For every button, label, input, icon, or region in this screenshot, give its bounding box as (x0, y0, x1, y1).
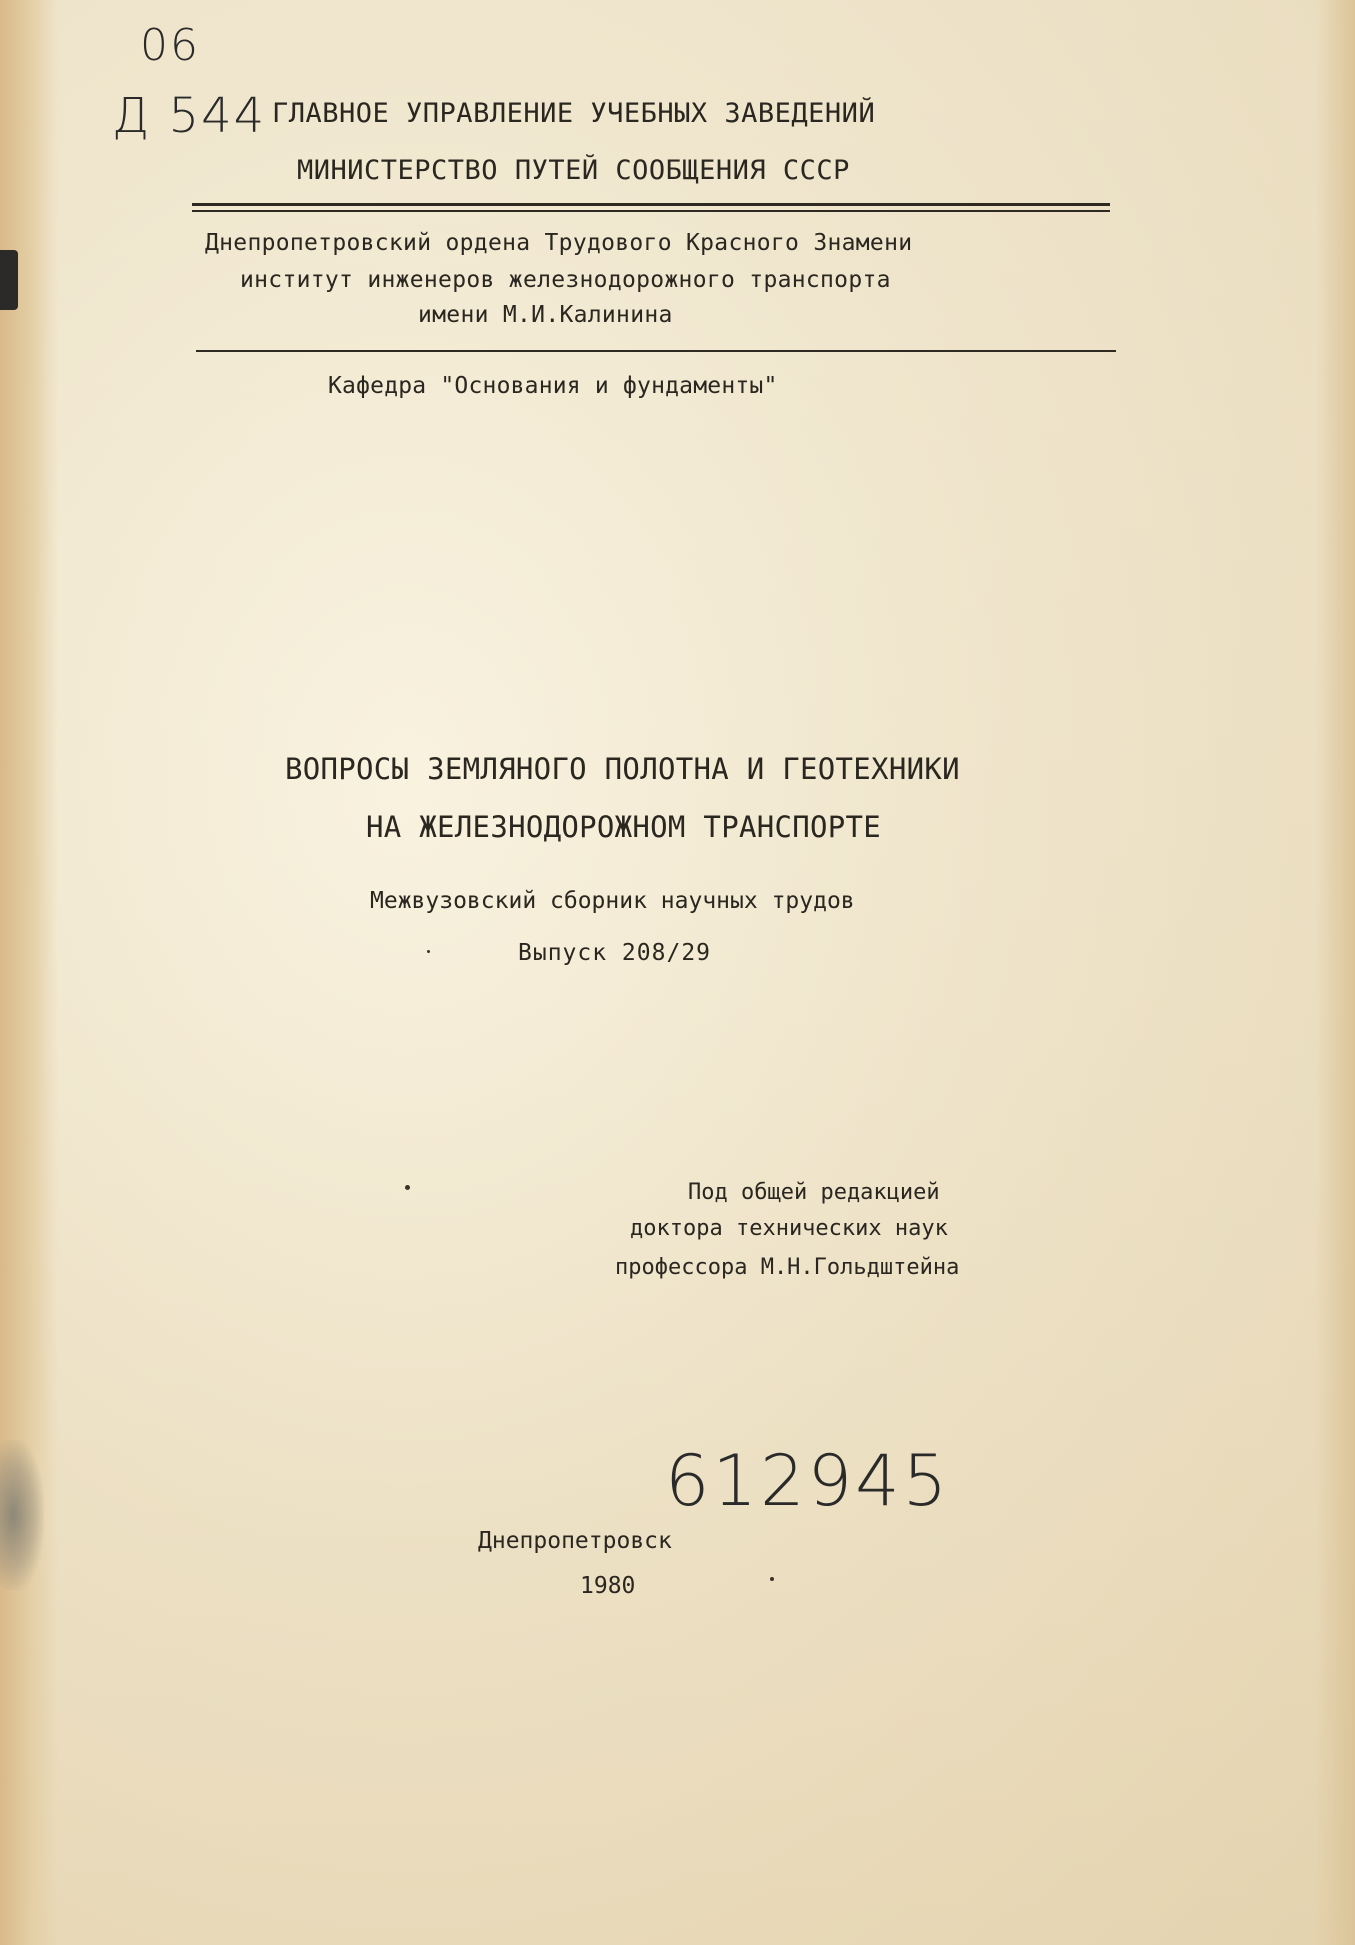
header-line-2: МИНИСТЕРСТВО ПУТЕЙ СООБЩЕНИЯ СССР (297, 155, 850, 186)
handwritten-inventory-number: 612945 (665, 1440, 951, 1522)
issue-number: Выпуск 208/29 (518, 940, 712, 966)
paper-speck (770, 1577, 774, 1581)
paper-speck (427, 950, 430, 953)
handwritten-shelf-code: Д 544 (112, 88, 267, 144)
editor-line-2: доктора технических наук (630, 1216, 948, 1241)
imprint-year: 1980 (580, 1573, 636, 1599)
header-rule-thick (192, 203, 1110, 206)
title-line-2: НА ЖЕЛЕЗНОДОРОЖНОМ ТРАНСПОРТЕ (366, 810, 882, 844)
title-line-1: ВОПРОСЫ ЗЕМЛЯНОГО ПОЛОТНА И ГЕОТЕХНИКИ (285, 752, 960, 786)
paper-speck (405, 1185, 410, 1190)
institute-line-3: имени М.И.Калинина (418, 302, 673, 328)
subtitle: Межвузовский сборник научных трудов (370, 888, 855, 914)
header-rule-thin (192, 210, 1110, 212)
institute-line-1: Днепропетровский ордена Трудового Красного Знамени (205, 230, 913, 256)
department-line: Кафедра "Основания и фундаменты" (328, 373, 778, 399)
imprint-city: Днепропетровск (478, 1528, 672, 1554)
institute-line-2: институт инженеров железнодорожного транспорта (240, 267, 891, 293)
editor-line-1: Под общей редакцией (688, 1180, 940, 1205)
header-line-1: ГЛАВНОЕ УПРАВЛЕНИЕ УЧЕБНЫХ ЗАВЕДЕНИЙ (272, 98, 876, 129)
binding-mark (0, 250, 18, 310)
handwritten-shelf-top: 06 (140, 20, 200, 71)
institute-rule (196, 350, 1116, 352)
spine-stain (0, 1440, 44, 1590)
paper-edge-right (1315, 0, 1355, 1945)
editor-line-3: профессора М.Н.Гольдштейна (615, 1255, 960, 1280)
